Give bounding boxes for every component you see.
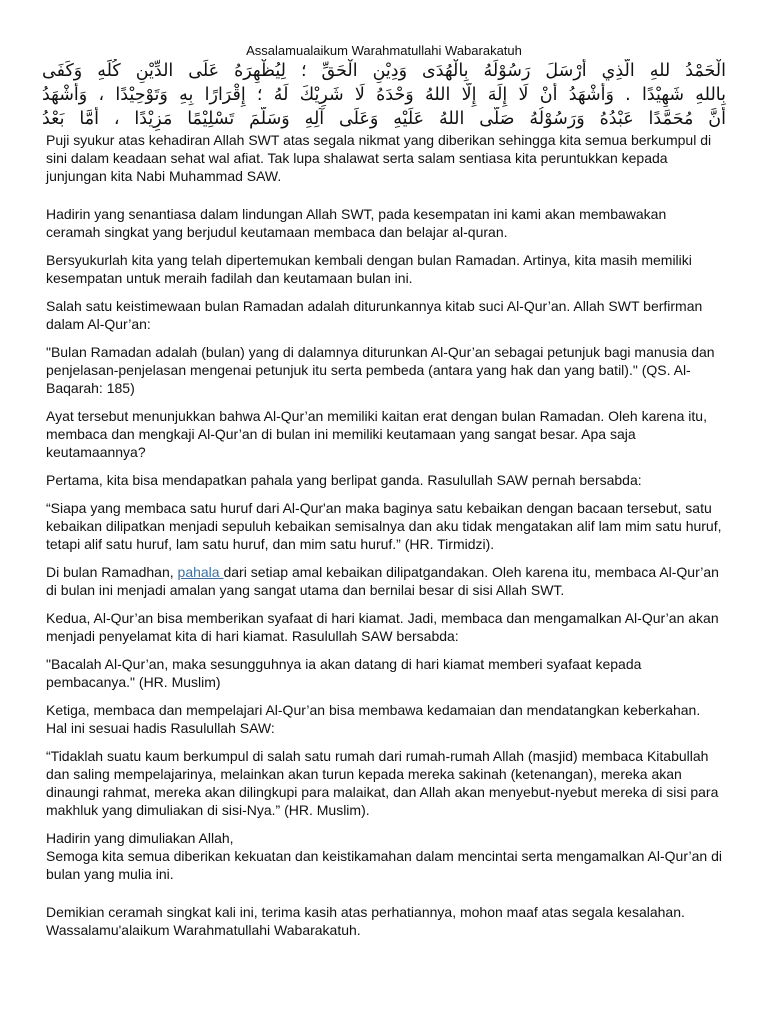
paragraph: Pertama, kita bisa mendapatkan pahala yang berlipat ganda. Rasulullah SAW pernah bersabda:	[46, 472, 642, 488]
closing-salam: Wassalamu'alaikum Warahmatullahi Wabarakatuh.	[46, 922, 361, 938]
arabic-line: أَنَّ مُحَمَّدًا عَبْدُهُ وَرَسُوْلُهُ صَلَّى اللهُ عَلَيْهِ وَعَلَى آلِهِ وَسَلَّمَ تَسْلِيْمًا مَزِيْدًا ، أَمَّا بَعْدُ	[42, 109, 726, 129]
quote-paragraph: "Bacalah Al-Qur’an, maka sesungguhnya ia akan datang di hari kiamat memberi syafaat kepada pembacanya." (HR. Muslim)	[46, 656, 642, 690]
closing-paragraph	[46, 903, 722, 939]
closing-line: Demikian ceramah singkat kali ini, terima kasih atas perhatiannya, mohon maaf atas segala kesalahan.	[46, 904, 685, 920]
opening-salam: Assalamualaikum Warahmatullahi Wabarakatuh	[246, 43, 522, 58]
arabic-line: الْحَمْدُ للهِ الَّذِي أَرْسَلَ رَسُوْلَهُ بِالْهُدَى وَدِيْنِ الْحَقِّ ؛ لِيُظْهِرَهُ عَلَى الدِّيْنِ كُلِّهِ وَكَفَى	[42, 61, 726, 81]
pahala-link[interactable]: pahala	[177, 564, 224, 580]
quote-paragraph: "Bulan Ramadan adalah (bulan) yang di dalamnya diturunkan Al-Qur’an sebagai petunjuk bagi manusia dan penjelasan-penjelasan mengenai petunjuk itu serta pembeda (antara yang hak dan yang batil)." (QS. Al-Baqarah: 185)	[46, 344, 715, 396]
paragraph-text: dari setiap amal kebaikan dilipatgandakan. Oleh karena itu, membaca Al-Qur’an di bulan ini menjadi amalan yang sangat utama dan bernilai besar di sisi Allah SWT.	[46, 564, 719, 598]
quote-paragraph: “Siapa yang membaca satu huruf dari Al-Qur'an maka baginya satu kebaikan dengan bacaan tersebut, satu kebaikan dilipatkan menjadi sepuluh kebaikan semisalnya dan aku tidak mengatakan alif lam mim satu huruf, tetapi alif satu huruf, lam satu huruf, dan mim satu huruf.” (HR. Tirmidzi).	[46, 500, 722, 552]
paragraph: Ketiga, membaca dan mempelajari Al-Qur’an bisa membawa kedamaian dan mendatangkan keberkahan. Hal ini sesuai hadis Rasulullah SAW:	[46, 702, 701, 736]
quote-paragraph: “Tidaklah suatu kaum berkumpul di salah satu rumah dari rumah-rumah Allah (masjid) membaca Kitabullah dan saling mempelajarinya, melainkan akan turun kepada mereka sakinah (ketenangan), mereka akan dinaungi rahmat, mereka akan dilingkupi para malaikat, dan Allah akan menyebut-nyebut mereka di sisi para makhluk yang dimuliakan di sisi-Nya.” (HR. Muslim).	[46, 748, 719, 818]
paragraph	[46, 563, 722, 599]
paragraph: Kedua, Al-Qur’an bisa memberikan syafaat di hari kiamat. Jadi, membaca dan mengamalkan Al-Qur’an akan menjadi penyelamat kita di hari kiamat. Rasulullah SAW bersabda:	[46, 610, 719, 644]
arabic-opening	[42, 59, 726, 131]
closing-paragraph	[46, 829, 722, 883]
document-body	[46, 131, 722, 939]
paragraph: Hadirin yang senantiasa dalam lindungan Allah SWT, pada kesempatan ini kami akan membawakan ceramah singkat yang berjudul keutamaan membaca dan belajar al-quran.	[46, 206, 667, 240]
arabic-line: بِاللهِ شَهِيْدًا . وَأَشْهَدُ أَنْ لَا إِلَهَ إِلَّا اللهُ وَحْدَهُ لَا شَرِيْكَ لَهُ ؛ إِقْرَارًا بِهِ وَتَوْحِيْدًا ، وَأَشْهَدُ	[42, 85, 726, 105]
paragraph-text: Di bulan Ramadhan,	[46, 564, 178, 580]
paragraph: Ayat tersebut menunjukkan bahwa Al-Qur’an memiliki kaitan erat dengan bulan Ramadan. Oleh karena itu, membaca dan mengkaji Al-Qur’an di bulan ini memiliki keutamaan yang sangat besar. Apa saja keutamaannya?	[46, 408, 707, 460]
closing-line: Semoga kita semua diberikan kekuatan dan keistikamahan dalam mencintai serta mengamalkan Al-Qur’an di bulan yang mulia ini.	[46, 848, 722, 882]
paragraph: Puji syukur atas kehadiran Allah SWT atas segala nikmat yang diberikan sehingga kita semua berkumpul di sini dalam keadaan sehat wal afiat. Tak lupa shalawat serta salam sentiasa kita peruntukkan kepada junjungan kita Nabi Muhammad SAW.	[46, 132, 712, 184]
paragraph: Salah satu keistimewaan bulan Ramadan adalah diturunkannya kitab suci Al-Qur’an. Allah SWT berfirman dalam Al-Qur’an:	[46, 298, 703, 332]
closing-line: Hadirin yang dimuliakan Allah,	[46, 830, 234, 846]
paragraph: Bersyukurlah kita yang telah dipertemukan kembali dengan bulan Ramadan. Artinya, kita masih memiliki kesempatan untuk meraih fadilah dan keutamaan bulan ini.	[46, 252, 692, 286]
